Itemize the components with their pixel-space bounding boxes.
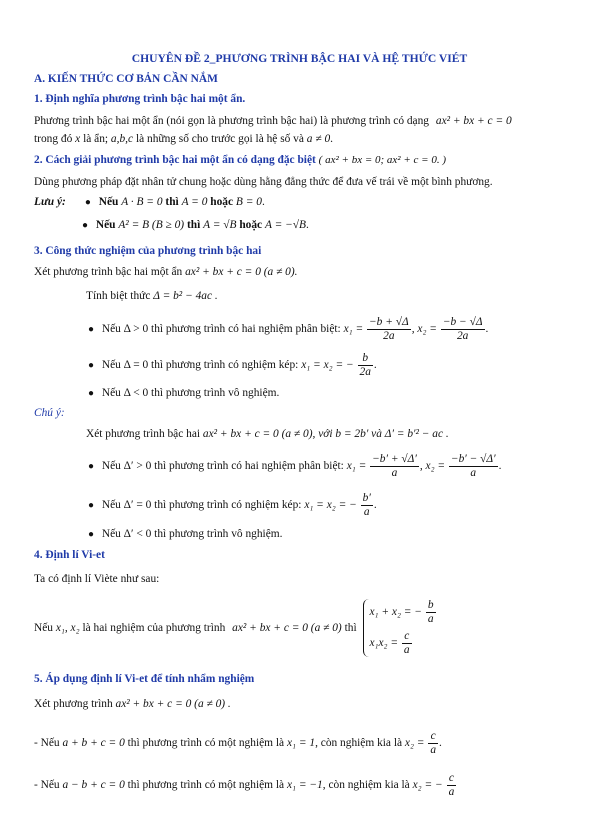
s1-line1-text: Phương trình bậc hai một ẩn (nói gọn là phương trình bậc hai) là phương trình có dạng — [34, 115, 430, 127]
s3-case-2: ● Nếu Δ = 0 thì phương trình có nghiệm kép: x₁ = x₂ = − $\frac{b}{2a}$ . — [88, 348, 565, 383]
s5-r2-x1: x₁ = −1 — [286, 779, 323, 791]
s5-heading: 5. Áp dụng định lí Vi-et để tính nhẩm nghiệm — [34, 673, 255, 685]
s3-c1-x1: x₁ = — [343, 323, 364, 335]
s2-b2-hoac: hoặc — [239, 219, 263, 231]
note-label: Chú ý: — [34, 407, 65, 419]
s3-c1-frac1: $\frac{-b + √\Delta}{2a}$ — [369, 315, 409, 342]
s2-note-label: Lưu ý: — [34, 196, 66, 208]
s3-intro-math: ax² + bx + c = 0 (a ≠ 0). — [185, 266, 298, 278]
s2-b1-end: . — [261, 196, 265, 208]
bullet-icon: ● — [88, 461, 95, 472]
s4-prod-lhs: x₁x₂ = — [369, 637, 399, 650]
s1-line2-a: trong đó — [34, 133, 73, 145]
s3-c2-x: x₁ = x₂ = − — [301, 359, 354, 371]
s4-sum-lhs: x₁ + x₂ = − — [369, 606, 422, 619]
s2-b2-math1: A² = B (B ≥ 0) — [118, 219, 185, 231]
s5-intro-math: ax² + bx + c = 0 (a ≠ 0) . — [115, 698, 231, 710]
s3-delta-text: Tính biệt thức — [86, 290, 151, 302]
s4-prod-frac: $\frac{c}{a}$ — [403, 630, 410, 657]
s2-b1-math3: B = 0 — [235, 196, 262, 208]
s2-b2-math2: A = √B — [203, 219, 237, 231]
s5-rule-1 — [34, 726, 565, 760]
s1-line2-c: là những số cho trước gọi là hệ số và — [135, 133, 304, 145]
s3-c1-x2: , x₂ = — [411, 323, 437, 335]
s5-rule-2 — [34, 768, 565, 802]
s1-line2 — [34, 132, 565, 146]
s3-heading: 3. Công thức nghiệm của phương trình bậc hai — [34, 245, 262, 257]
s5-r2-x2: x₂ = − — [412, 779, 443, 791]
s2-note-bullet-1 — [34, 195, 565, 210]
s2-heading-line — [34, 153, 565, 167]
bullet-icon: ● — [84, 197, 91, 208]
note-c2-x: x₁ = x₂ = − — [304, 499, 357, 511]
s1-line1 — [34, 114, 565, 128]
s5-r1-end: . — [439, 737, 442, 749]
s3-delta — [86, 289, 565, 303]
s5-r2-b: thì phương trình có một nghiệm là — [127, 779, 285, 791]
s5-r1-x2: x₂ = — [404, 737, 425, 749]
s2-b2-end: . — [306, 219, 309, 231]
bullet-icon: ● — [88, 500, 95, 511]
s4-system-brace — [363, 599, 436, 657]
s3-c1-text: Nếu Δ > 0 thì phương trình có hai nghiệm phân biệt: — [101, 323, 341, 335]
s3-c2-text: Nếu Δ = 0 thì phương trình có nghiệm kép: — [101, 359, 299, 371]
note-c2-text: Nếu Δ′ = 0 thì phương trình có nghiệm kép: — [101, 499, 302, 511]
bullet-icon: ● — [88, 324, 95, 335]
note-c1-frac1: $\frac{-b' + √\Delta'}{a}$ — [372, 452, 417, 479]
s2-text: Dùng phương pháp đặt nhân tử chung hoặc dùng hằng đẳng thức để đưa vế trái về một bình phương. — [34, 176, 493, 188]
s2-b2-neu: Nếu — [95, 219, 116, 231]
s3-intro — [34, 265, 565, 279]
s3-delta-math: Δ = b² − 4ac . — [153, 290, 218, 302]
note-intro — [86, 427, 565, 441]
note-case-2: ● Nếu Δ′ = 0 thì phương trình có nghiệm kép: x₁ = x₂ = − $\frac{b'}{a}$ . — [88, 488, 565, 523]
note-intro-math: ax² + bx + c = 0 (a ≠ 0), với b = 2b′ và Δ′ = b′² − ac . — [202, 428, 449, 440]
s5-intro-text: Xét phương trình — [34, 698, 113, 710]
s1-heading: 1. Định nghĩa phương trình bậc hai một ẩn. — [34, 93, 246, 105]
s2-b1-math1: A · B = 0 — [121, 196, 163, 208]
bullet-icon: ● — [88, 388, 95, 399]
note-intro-text: Xét phương trình bậc hai — [86, 428, 201, 440]
note-c1-text: Nếu Δ′ > 0 thì phương trình có hai nghiệm phân biệt: — [101, 460, 344, 472]
s2-heading: 2. Cách giải phương trình bậc hai một ẩn có dạng đặc biệt — [34, 154, 316, 166]
s5-r2-a: - Nếu — [34, 779, 60, 791]
s4-prod-row — [369, 630, 436, 657]
s5-r1-x1: x₁ = 1 — [286, 737, 316, 749]
s2-b2-thi: thì — [186, 219, 201, 231]
s3-intro-text: Xét phương trình bậc hai một ẩn — [34, 266, 183, 278]
s1-line2-x: x — [75, 133, 81, 145]
s2-b1-hoac: hoặc — [210, 196, 234, 208]
note-c1-x2: , x₂ = — [419, 460, 446, 472]
s3-case-3 — [88, 386, 565, 401]
note-c1-frac2: $\frac{-b' - √\Delta'}{a}$ — [450, 452, 496, 479]
s5-r2-frac: $\frac{c}{a}$ — [448, 771, 455, 798]
bullet-icon: ● — [88, 360, 95, 371]
s3-case-1: ● Nếu Δ > 0 thì phương trình có hai nghiệm phân biệt: x₁ = $\frac{-b + √\Delta}{2a}$ , x₂ = $\frac{-b - √\Delta}{2a}$ . — [88, 312, 565, 347]
s1-line1-math: ax² + bx + c = 0 — [435, 115, 512, 127]
s4-heading: 4. Định lí Vi-et — [34, 549, 105, 561]
s3-c2-frac: $\frac{b}{2a}$ — [359, 351, 371, 378]
s3-c1-frac2: $\frac{-b - √\Delta}{2a}$ — [442, 315, 483, 342]
s2-b1-neu: Nếu — [98, 196, 119, 208]
s4-cond-thi: thì — [344, 622, 357, 634]
s1-line2-end: . — [330, 133, 333, 145]
s4-sum-frac: $\frac{b}{a}$ — [427, 599, 434, 626]
s4-cond-math: x₁, x₂ — [55, 622, 80, 634]
s5-r1-b: thì phương trình có một nghiệm là — [127, 737, 285, 749]
s1-line2-b: là ẩn; — [83, 133, 109, 145]
note-case-3 — [88, 527, 565, 542]
s5-r1-c: , còn nghiệm kia là — [315, 737, 403, 749]
s4-cond-b: là hai nghiệm của phương trình — [82, 622, 226, 634]
s5-r1-cond: a + b + c = 0 — [62, 737, 125, 749]
s1-line2-abc: a,b,c — [110, 133, 134, 145]
s5-r1-a: - Nếu — [34, 737, 60, 749]
s4-cond-eq: ax² + bx + c = 0 (a ≠ 0) — [232, 622, 342, 634]
s5-r2-c: , còn nghiệm kia là — [322, 779, 410, 791]
s5-intro — [34, 697, 565, 711]
s4-theorem — [34, 598, 565, 658]
s2-b1-math2: A = 0 — [181, 196, 208, 208]
s5-r2-cond: a − b + c = 0 — [62, 779, 125, 791]
s2-b2-math3: A = −√B — [264, 219, 306, 231]
section-a-heading: A. KIẾN THỨC CƠ BẢN CẦN NẮM — [34, 73, 218, 85]
s4-cond-a: Nếu — [34, 622, 53, 634]
s1-line2-cond: a ≠ 0 — [306, 133, 331, 145]
bullet-icon: ● — [88, 529, 95, 540]
s2-heading-math: ( ax² + bx = 0; ax² + c = 0. ) — [318, 154, 446, 166]
s2-note-bullet-2 — [82, 218, 565, 233]
s4-sum-row — [369, 599, 436, 626]
s2-b1-thi: thì — [165, 196, 179, 208]
s3-c3-text: Nếu Δ < 0 thì phương trình vô nghiệm. — [101, 387, 280, 399]
document-title: CHUYÊN ĐỀ 2_PHƯƠNG TRÌNH BẬC HAI VÀ HỆ THỨC VIÉT — [131, 52, 468, 65]
note-case-1: ● Nếu Δ′ > 0 thì phương trình có hai nghiệm phân biệt: x₁ = $\frac{-b' + √\Delta'}{a}$ , x₂ = $\frac{-b' - √\Delta'}{a}$ . — [88, 449, 565, 484]
s4-intro: Ta có định lí Viète như sau: — [34, 573, 160, 585]
note-c1-x1: x₁ = — [346, 460, 367, 472]
note-c2-frac: $\frac{b'}{a}$ — [362, 491, 371, 518]
bullet-icon: ● — [82, 220, 89, 231]
s5-r1-frac: $\frac{c}{a}$ — [430, 729, 437, 756]
note-c3-text: Nếu Δ′ < 0 thì phương trình vô nghiệm. — [101, 528, 283, 540]
